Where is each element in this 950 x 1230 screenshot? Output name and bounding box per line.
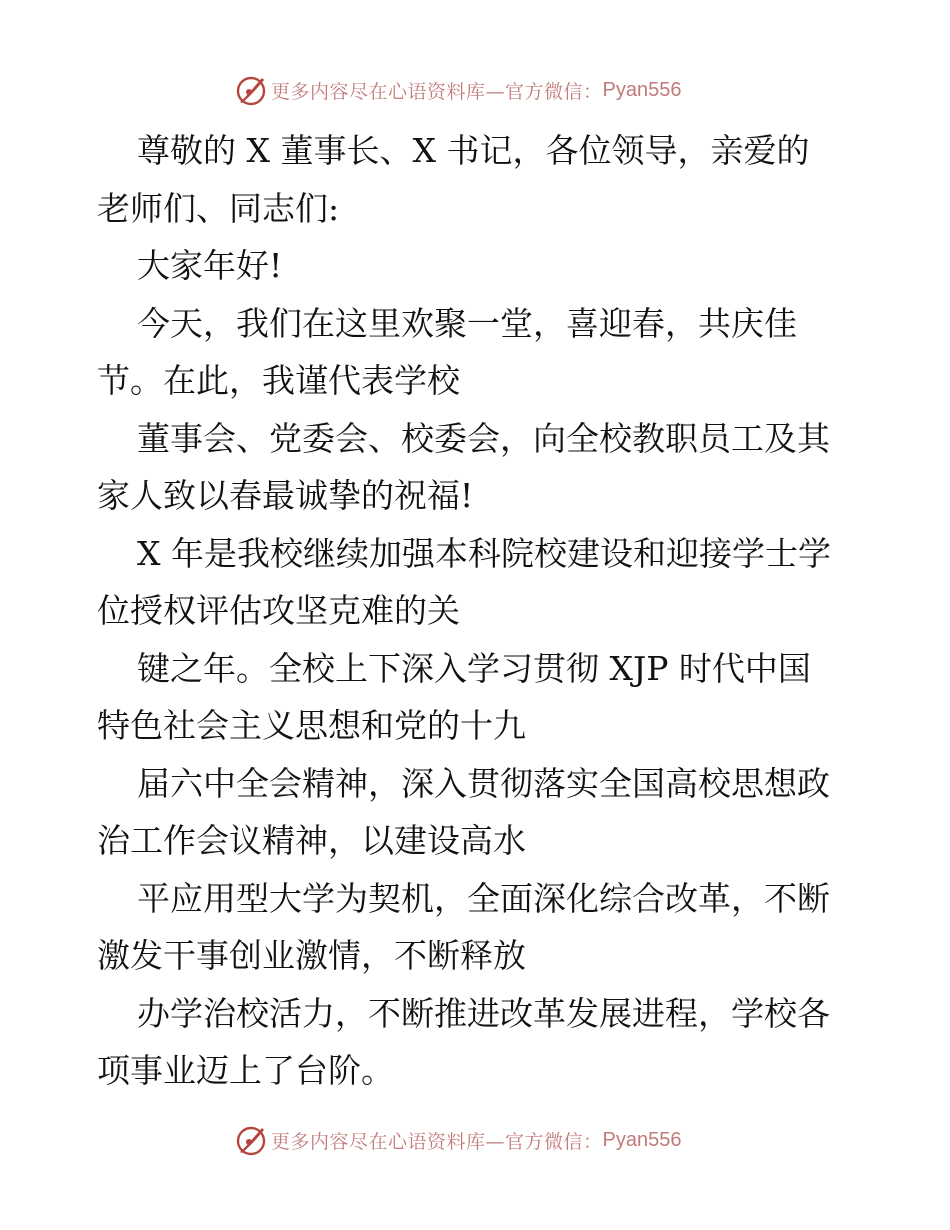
watermark-site-text: 更多内容尽在心语资料库—官方微信： bbox=[271, 80, 603, 103]
document-body bbox=[97, 122, 877, 1100]
text-line: 届六中全会精神，深入贯彻落实全国高校思想政 bbox=[137, 763, 830, 803]
text-line: 平应用型大学为契机，全面深化综合改革，不断 bbox=[137, 878, 830, 918]
text-line: 老师们、同志们: bbox=[97, 188, 340, 228]
footer-watermark bbox=[235, 1123, 755, 1157]
watermark-account-id: Pyan556 bbox=[602, 78, 682, 101]
text-line: 激发干事创业激情，不断释放 bbox=[97, 936, 526, 975]
watermark-site-text: 更多内容尽在心语资料库—官方微信： bbox=[271, 1130, 603, 1153]
text-line: 办学治校活力，不断推进改革发展进程，学校各 bbox=[137, 993, 830, 1033]
text-line: 大家年好! bbox=[137, 246, 283, 285]
text-line: 节。在此，我谨代表学校 bbox=[97, 361, 460, 400]
text-line: 董事会、党委会、校委会，向全校教职员工及其 bbox=[137, 418, 830, 458]
text-line: 位授权评估攻坚克难的关 bbox=[97, 591, 460, 630]
text-line: 项事业迈上了台阶。 bbox=[97, 1051, 394, 1090]
text-line: 键之年。全校上下深入学习贯彻 XJP 时代中国 bbox=[137, 648, 811, 688]
pen-nib-logo-icon bbox=[235, 1124, 267, 1156]
text-line: X 年是我校继续加强本科院校建设和迎接学士学 bbox=[137, 533, 831, 573]
watermark-account-id: Pyan556 bbox=[602, 1128, 682, 1151]
text-line: 今天，我们在这里欢聚一堂，喜迎春，共庆佳 bbox=[137, 303, 797, 343]
pen-nib-logo-icon bbox=[235, 74, 267, 106]
header-watermark bbox=[235, 73, 755, 107]
text-line: 尊敬的 X 董事长、X 书记，各位领导，亲爱的 bbox=[137, 131, 810, 170]
text-line: 治工作会议精神，以建设高水 bbox=[97, 821, 526, 860]
text-line: 特色社会主义思想和党的十九 bbox=[97, 706, 526, 745]
text-line: 家人致以春最诚挚的祝福! bbox=[97, 476, 474, 515]
